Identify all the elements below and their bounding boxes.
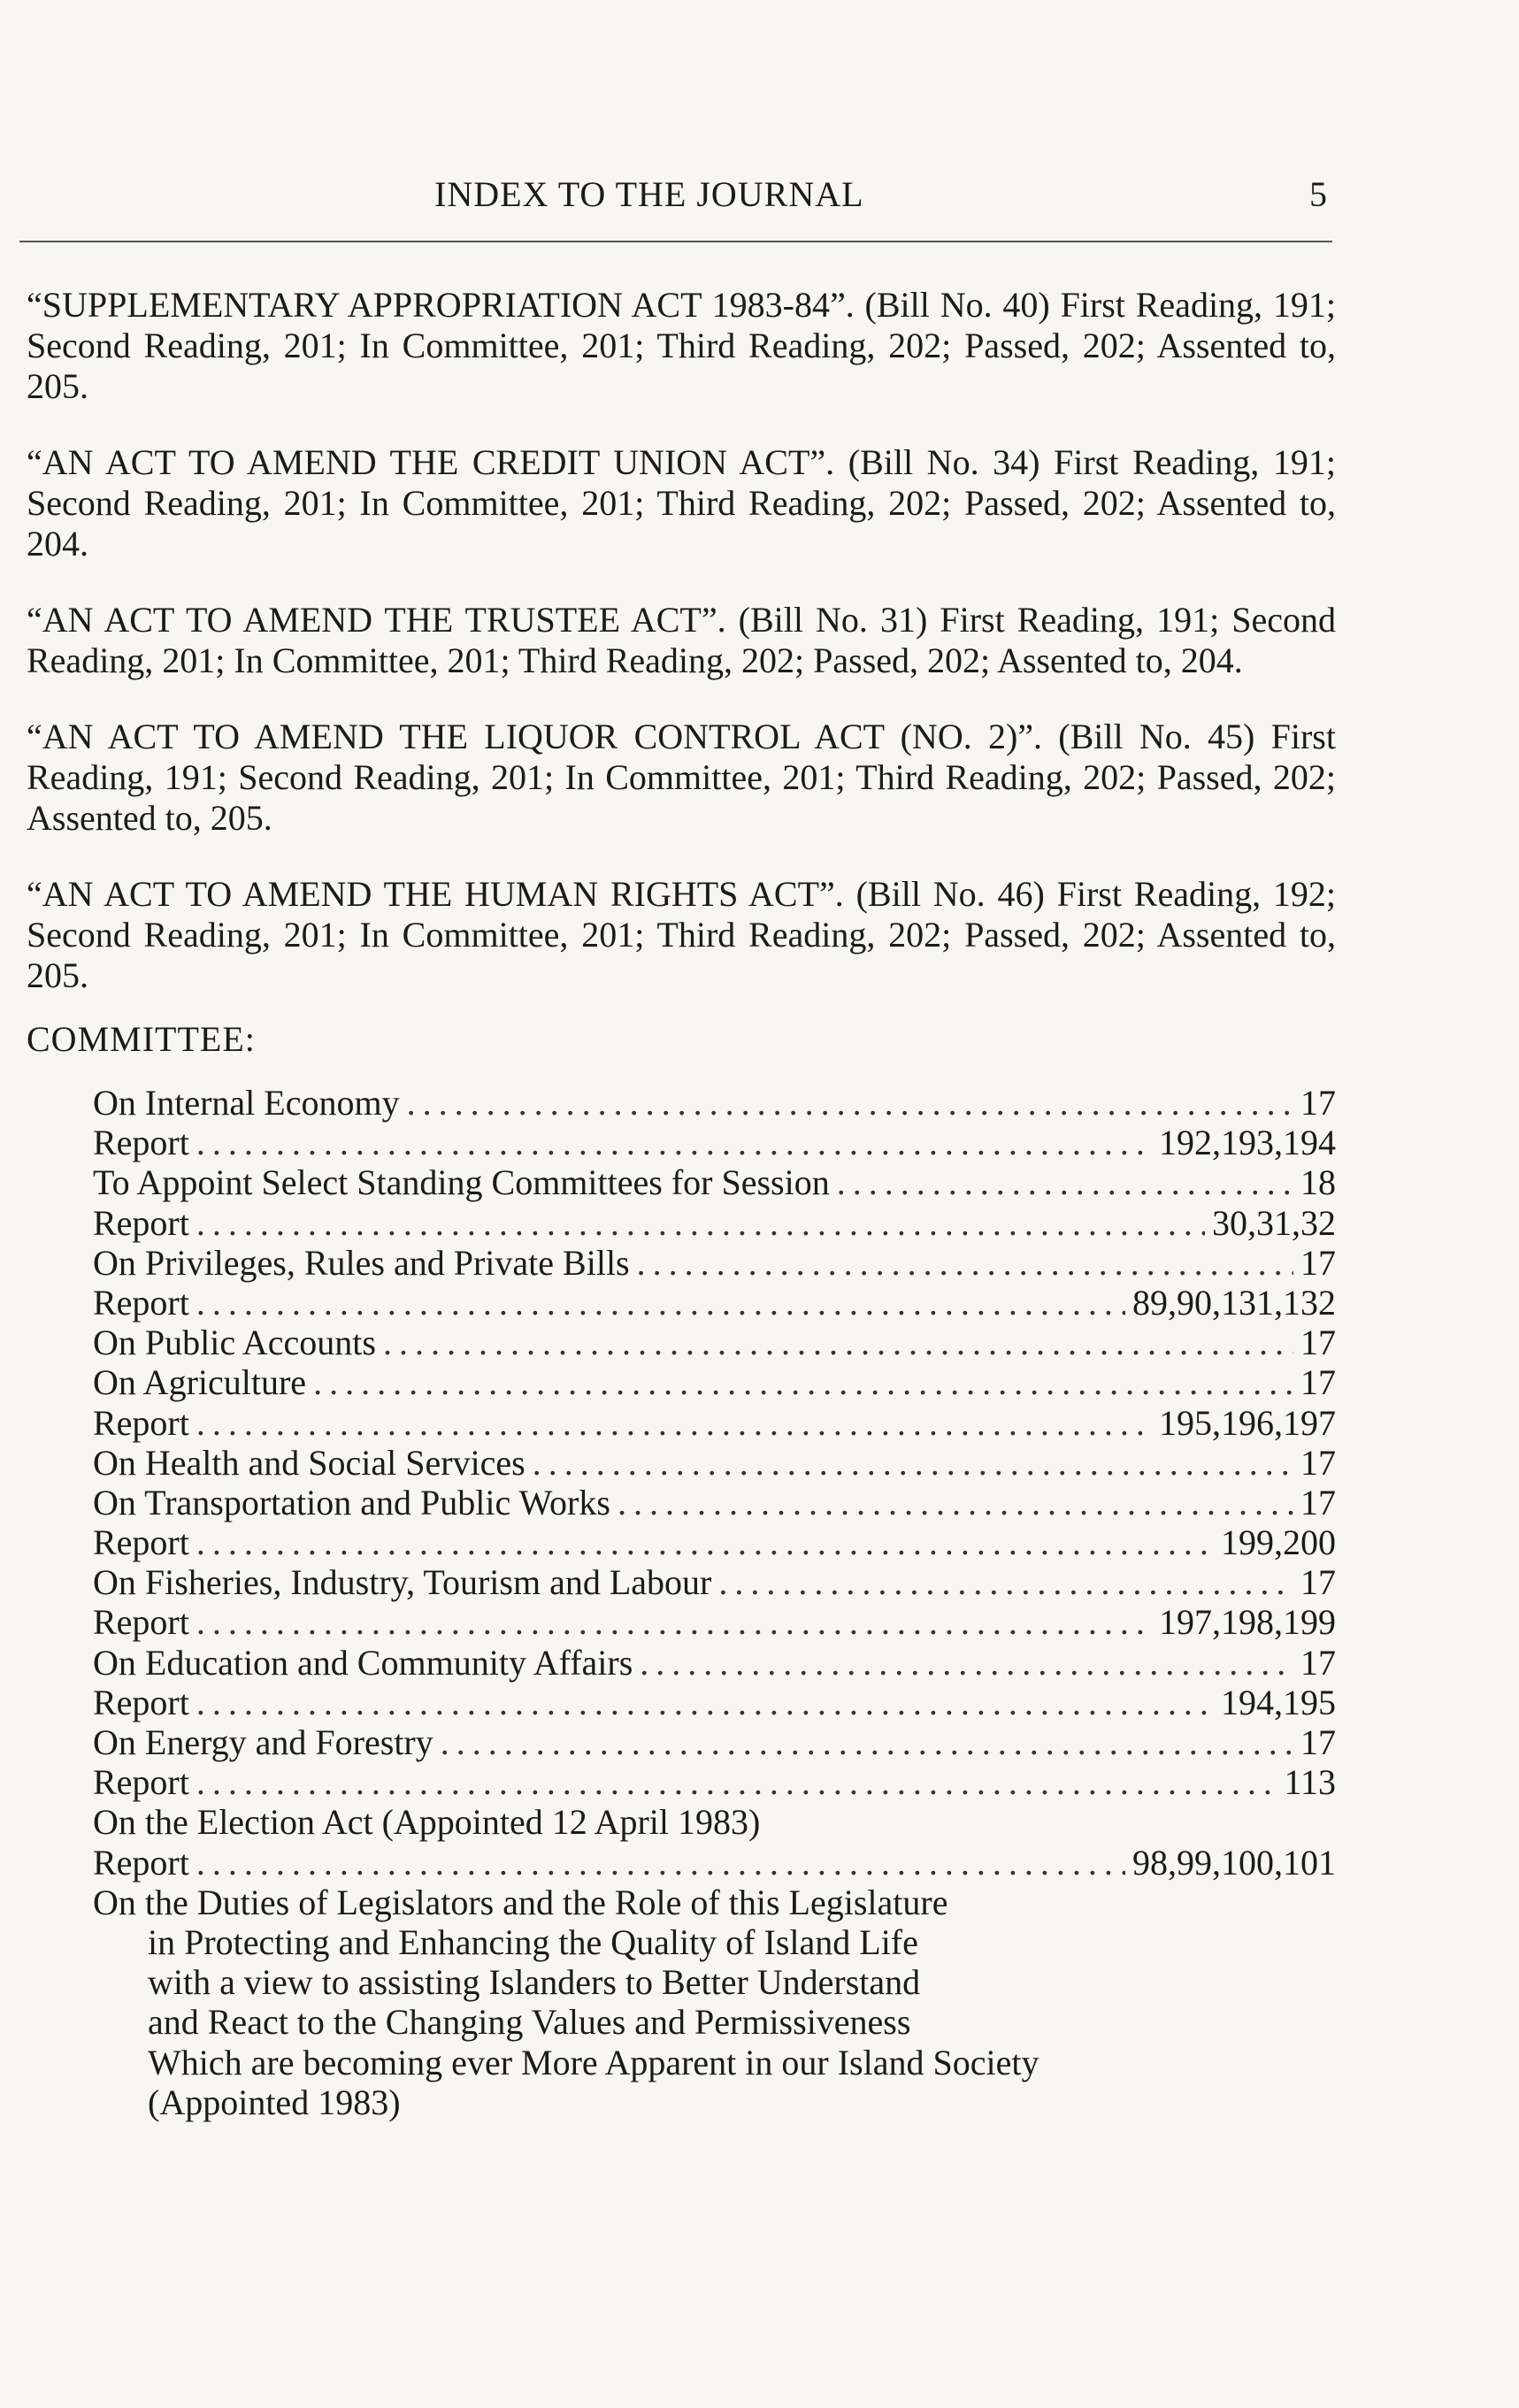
item-label: Report bbox=[93, 1123, 189, 1163]
item-label-line: with a view to assisting Islanders to Better Understand bbox=[148, 1962, 921, 2003]
committee-item bbox=[93, 1483, 1336, 1522]
committee-item bbox=[93, 1083, 1336, 1123]
item-pages: 17 bbox=[1300, 1482, 1336, 1522]
committee-item bbox=[93, 1643, 1336, 1683]
item-pages: 30,31,32 bbox=[1212, 1202, 1336, 1243]
item-label: Report bbox=[93, 1762, 189, 1803]
leader-dots bbox=[718, 1562, 1293, 1602]
bill-entry: “AN ACT TO AMEND THE TRUSTEE ACT”. (Bill No. 31) First Reading, 191; Second Reading, 201; In Committee, 201; Third Reading, 202; Passed, 202; Assented to, 204. bbox=[27, 600, 1336, 680]
committee-item bbox=[93, 1243, 1336, 1283]
leader-dots bbox=[196, 1403, 1152, 1443]
item-pages: 113 bbox=[1284, 1762, 1336, 1803]
item-label-line: and React to the Changing Values and Permissiveness bbox=[148, 2002, 911, 2043]
item-label: On Health and Social Services bbox=[93, 1442, 526, 1483]
item-pages: 98,99,100,101 bbox=[1132, 1842, 1336, 1883]
committee-item bbox=[93, 1722, 1336, 1762]
item-pages: 17 bbox=[1300, 1562, 1336, 1603]
committee-item bbox=[93, 1602, 1336, 1642]
page-number: 5 bbox=[1309, 174, 1328, 214]
item-label: Report bbox=[93, 1682, 189, 1722]
committee-item bbox=[93, 1203, 1336, 1243]
item-pages: 18 bbox=[1300, 1162, 1336, 1203]
leader-dots bbox=[196, 1843, 1125, 1883]
leader-dots bbox=[383, 1323, 1293, 1362]
item-label: Report bbox=[93, 1842, 189, 1883]
leader-dots bbox=[640, 1643, 1293, 1683]
committee-item bbox=[93, 1162, 1336, 1202]
item-label: On Public Accounts bbox=[93, 1323, 376, 1363]
item-label: On Education and Community Affairs bbox=[93, 1642, 633, 1683]
committee-item bbox=[93, 1683, 1336, 1722]
item-label: On Privileges, Rules and Private Bills bbox=[93, 1242, 630, 1283]
committee-list bbox=[93, 1083, 1336, 2122]
item-label: On the Election Act (Appointed 12 April 1983) bbox=[93, 1802, 761, 1843]
bill-entry: “AN ACT TO AMEND THE CREDIT UNION ACT”. (Bill No. 34) First Reading, 191; Second Reading, 201; In Committee, 201; Third Reading, 202; Passed, 202; Assented to, 204. bbox=[27, 442, 1336, 564]
item-pages: 192,193,194 bbox=[1159, 1123, 1336, 1163]
committee-item bbox=[93, 1283, 1336, 1323]
leader-dots bbox=[196, 1522, 1214, 1562]
item-pages: 17 bbox=[1300, 1362, 1336, 1403]
leader-dots bbox=[196, 1283, 1125, 1323]
item-pages: 17 bbox=[1300, 1722, 1336, 1762]
committee-heading: COMMITTEE: bbox=[27, 1019, 256, 1059]
committee-item bbox=[93, 1362, 1336, 1402]
item-label-line: (Appointed 1983) bbox=[148, 2082, 401, 2122]
committee-item bbox=[93, 1843, 1336, 1883]
committee-item bbox=[93, 1522, 1336, 1562]
item-pages: 17 bbox=[1300, 1242, 1336, 1283]
index-content bbox=[27, 265, 1336, 2122]
bill-entry: “SUPPLEMENTARY APPROPRIATION ACT 1983-84”. (Bill No. 40) First Reading, 191; Second Reading, 201; In Committee, 201; Third Reading, 202; Passed, 202; Assented to, 205. bbox=[27, 285, 1336, 406]
leader-dots bbox=[618, 1483, 1293, 1522]
item-label: Report bbox=[93, 1402, 189, 1443]
leader-dots bbox=[196, 1602, 1152, 1642]
leader-dots bbox=[837, 1162, 1293, 1202]
item-label: On Agriculture bbox=[93, 1362, 307, 1403]
leader-dots bbox=[441, 1722, 1293, 1762]
item-pages: 17 bbox=[1300, 1323, 1336, 1363]
leader-dots bbox=[196, 1123, 1152, 1162]
committee-item bbox=[93, 1123, 1336, 1162]
item-label: On Transportation and Public Works bbox=[93, 1482, 610, 1522]
leader-dots bbox=[196, 1683, 1214, 1722]
item-label-line: On the Duties of Legislators and the Role of this Legislature bbox=[93, 1882, 948, 1922]
item-label: Report bbox=[93, 1602, 189, 1643]
committee-item bbox=[93, 1802, 1336, 1842]
committee-item bbox=[93, 1443, 1336, 1483]
leader-dots bbox=[196, 1203, 1205, 1243]
item-label-line: Which are becoming ever More Apparent in our Island Society bbox=[148, 2042, 1040, 2082]
item-pages: 89,90,131,132 bbox=[1132, 1282, 1336, 1323]
item-pages: 17 bbox=[1300, 1642, 1336, 1683]
item-pages: 199,200 bbox=[1221, 1522, 1336, 1563]
item-label: Report bbox=[93, 1282, 189, 1323]
committee-item bbox=[93, 1562, 1336, 1602]
page-header bbox=[0, 166, 1519, 219]
bill-entry: “AN ACT TO AMEND THE LIQUOR CONTROL ACT (NO. 2)”. (Bill No. 45) First Reading, 191; Second Reading, 201; In Committee, 201; Third Reading, 202; Passed, 202; Assented to, 205. bbox=[27, 717, 1336, 838]
leader-dots bbox=[533, 1443, 1293, 1483]
running-title: INDEX TO THE JOURNAL bbox=[434, 174, 864, 214]
committee-item-duties bbox=[93, 1883, 1336, 2122]
item-pages: 197,198,199 bbox=[1159, 1602, 1336, 1643]
leader-dots bbox=[313, 1362, 1293, 1402]
leader-dots bbox=[196, 1762, 1277, 1802]
bill-entry: “AN ACT TO AMEND THE HUMAN RIGHTS ACT”. (Bill No. 46) First Reading, 192; Second Reading, 201; In Committee, 201; Third Reading, 202; Passed, 202; Assented to, 205. bbox=[27, 874, 1336, 995]
committee-item bbox=[93, 1323, 1336, 1362]
item-pages: 17 bbox=[1300, 1083, 1336, 1123]
item-label-line: in Protecting and Enhancing the Quality of Island Life bbox=[148, 1921, 918, 1962]
item-label: Report bbox=[93, 1202, 189, 1243]
item-pages: 194,195 bbox=[1221, 1682, 1336, 1722]
item-pages: 195,196,197 bbox=[1159, 1402, 1336, 1443]
committee-item bbox=[93, 1762, 1336, 1802]
leader-dots bbox=[637, 1243, 1293, 1283]
item-label: Report bbox=[93, 1522, 189, 1563]
leader-dots bbox=[407, 1083, 1293, 1123]
item-label: On Internal Economy bbox=[93, 1083, 400, 1123]
header-rule bbox=[19, 241, 1332, 242]
committee-item bbox=[93, 1403, 1336, 1443]
item-label: To Appoint Select Standing Committees for Session bbox=[93, 1162, 830, 1203]
item-label: On Energy and Forestry bbox=[93, 1722, 433, 1762]
item-label: On Fisheries, Industry, Tourism and Labour bbox=[93, 1562, 712, 1603]
item-pages: 17 bbox=[1300, 1442, 1336, 1483]
